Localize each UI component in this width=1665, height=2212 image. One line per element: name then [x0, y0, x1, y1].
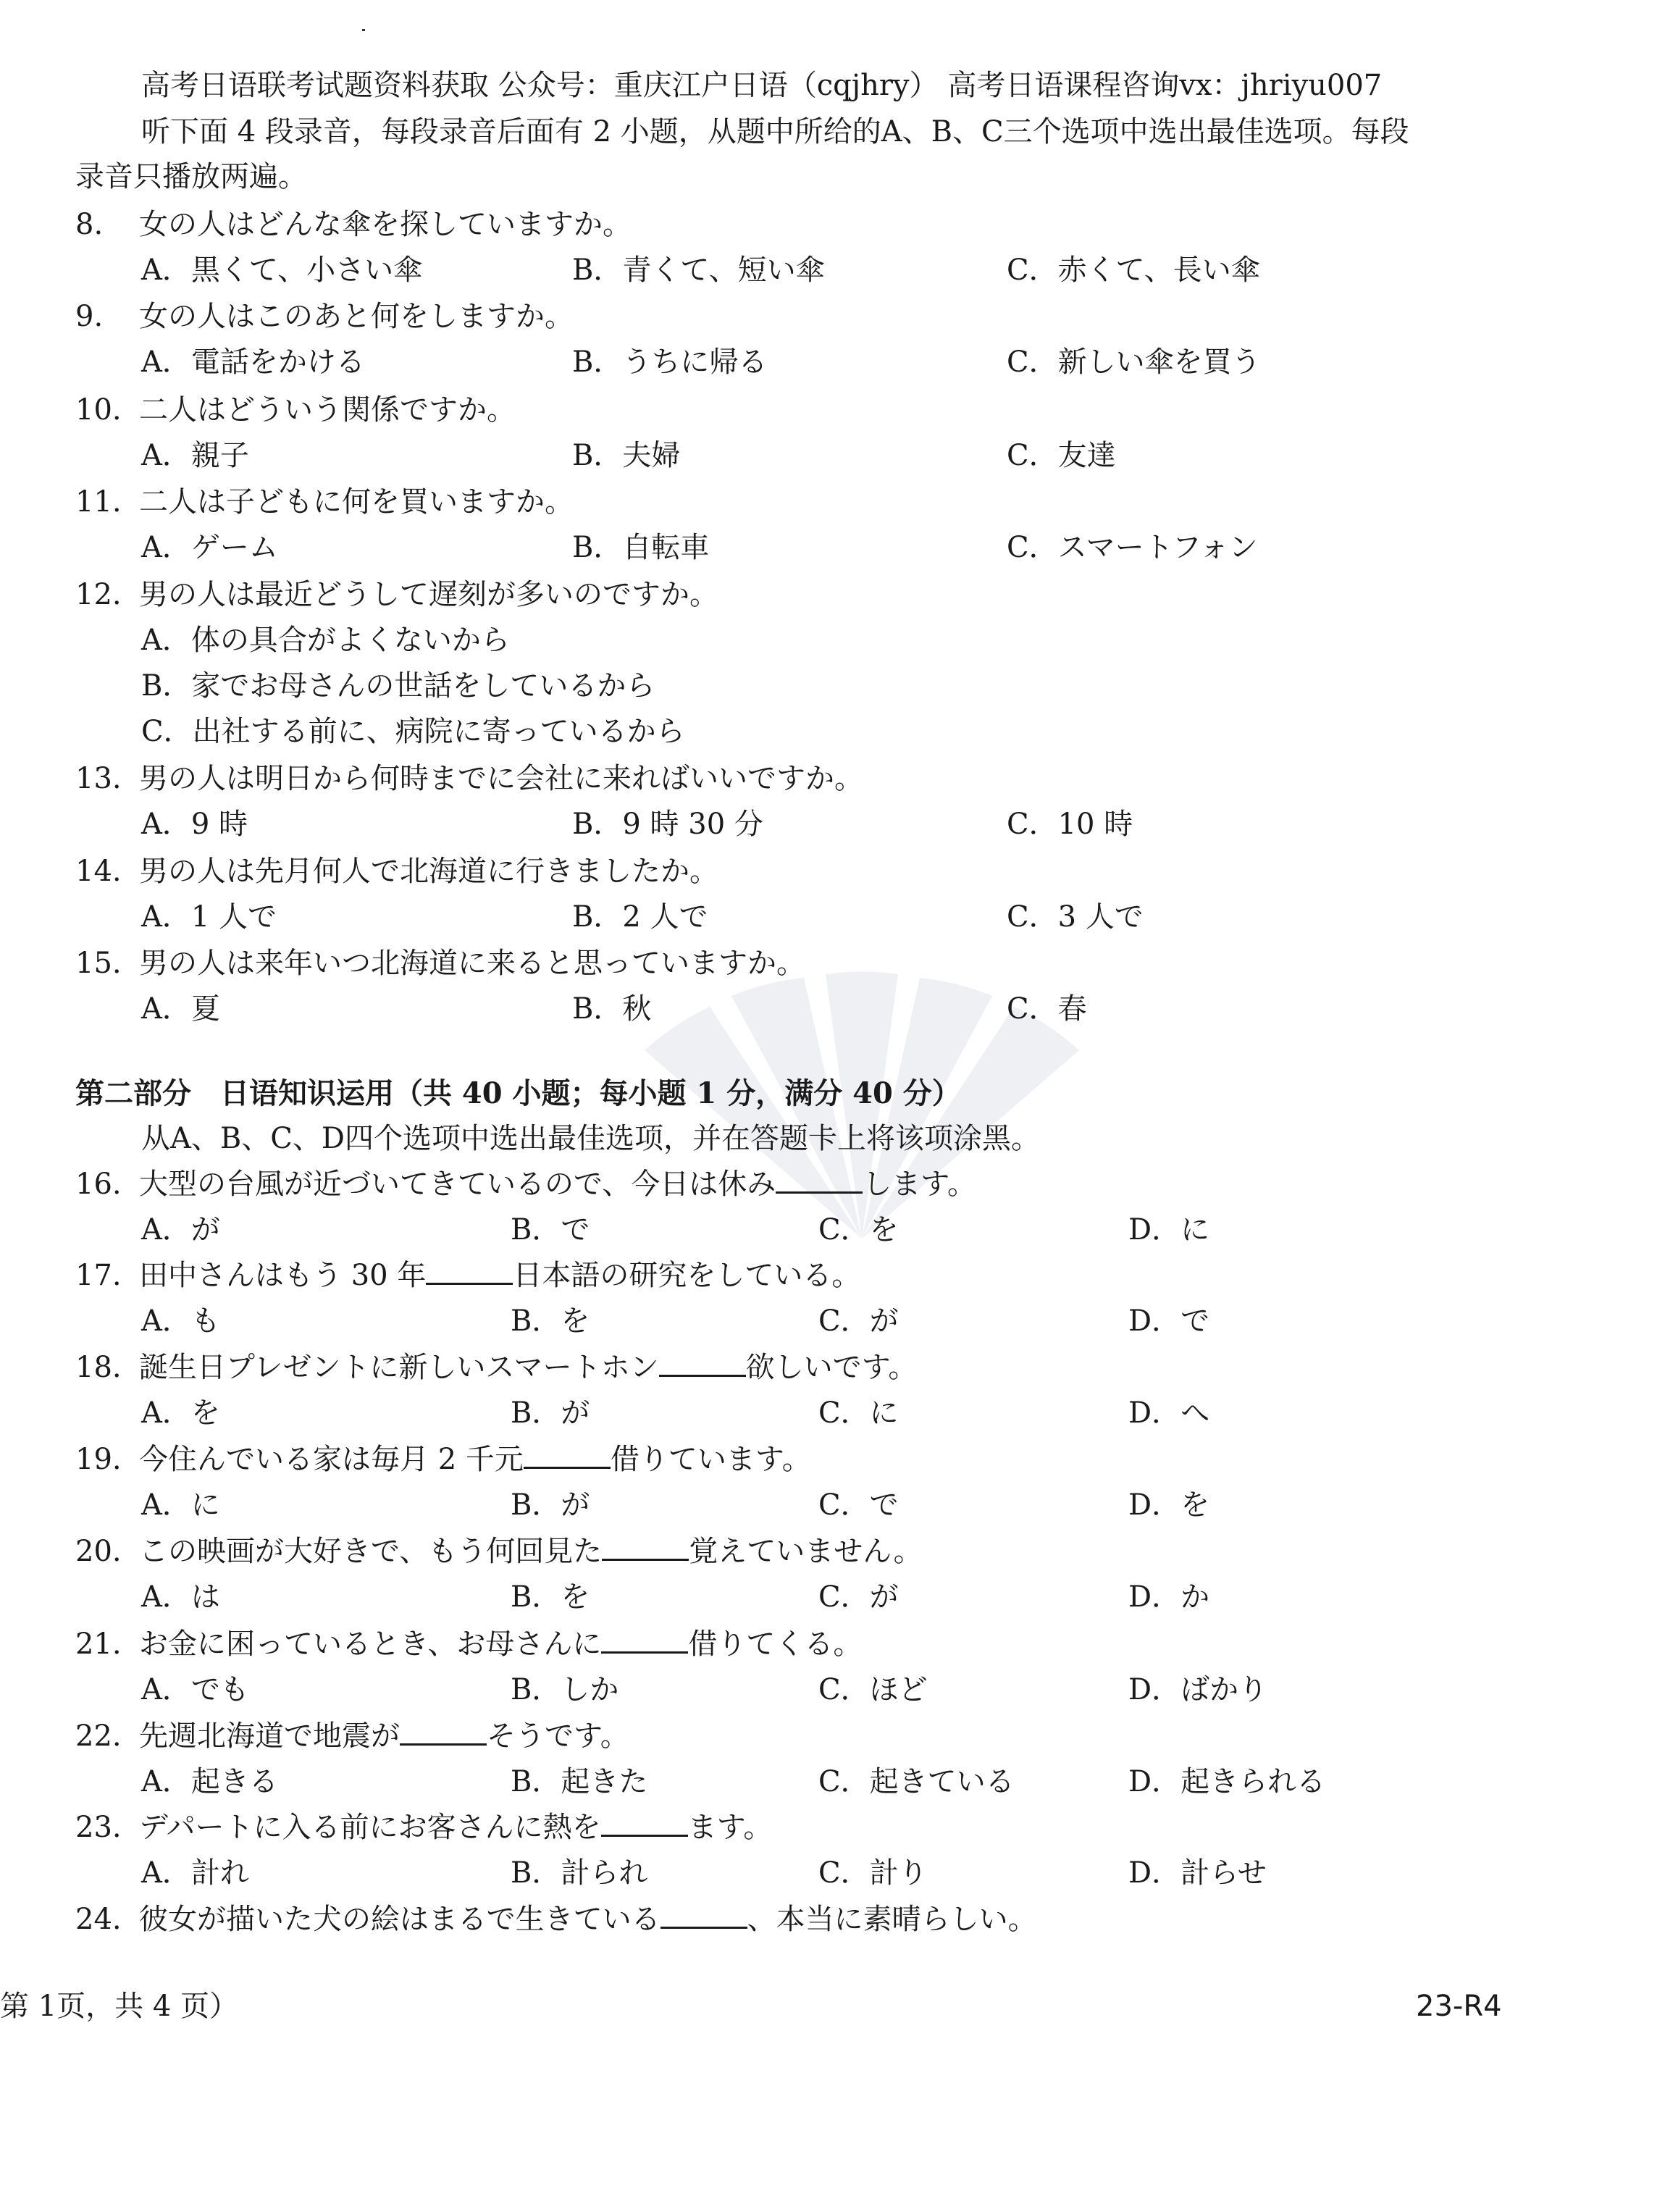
- question-text-after: ます。: [687, 1811, 773, 1844]
- answer-blank: [660, 1902, 747, 1929]
- answer-option: B．計られ: [511, 1856, 648, 1890]
- answer-option: A．計れ: [141, 1856, 249, 1890]
- answer-blank: [601, 1810, 688, 1837]
- answer-option: B．家でお母さんの世話をしているから: [141, 669, 655, 703]
- answer-option: C．が: [818, 1304, 899, 1338]
- answer-blank: [524, 1442, 611, 1469]
- answer-blank: [776, 1167, 863, 1194]
- question-line: [75, 945, 805, 981]
- question-number: 8.: [75, 208, 104, 241]
- answer-option: B．自転車: [572, 531, 710, 564]
- answer-option: B．青くて、短い傘: [572, 254, 825, 287]
- answer-option: D．ばかり: [1128, 1673, 1268, 1706]
- question-line: [75, 1166, 976, 1202]
- question-number: 21.: [75, 1627, 122, 1661]
- question-text: 女の人はこのあと何をしますか。: [139, 300, 574, 333]
- answer-option: A．起きる: [141, 1765, 278, 1798]
- answer-option: C．を: [818, 1213, 899, 1247]
- answer-option: C．新しい傘を買う: [1007, 345, 1261, 379]
- question-line: [75, 1257, 860, 1294]
- answer-option: A．黒くて、小さい傘: [141, 254, 423, 287]
- answer-option: B．うちに帰る: [572, 345, 768, 379]
- answer-option: B．が: [511, 1396, 590, 1430]
- answer-option: A．電話をかける: [141, 345, 365, 379]
- answer-option: C．出社する前に、病院に寄っているから: [141, 715, 685, 748]
- question-number: 14.: [75, 855, 122, 888]
- listening-instruction-cont: 录音只播放两遍。: [75, 160, 307, 193]
- answer-blank: [659, 1350, 746, 1377]
- answer-option: A．ゲーム: [141, 531, 278, 564]
- question-text-after: 日本語の研究をしている。: [513, 1259, 861, 1292]
- answer-option: B．しか: [511, 1673, 619, 1706]
- answer-option: C．に: [818, 1396, 899, 1430]
- question-text-before: デパートに入る前にお客さんに熱を: [139, 1811, 601, 1844]
- question-text-before: 誕生日プレゼントに新しいスマートホン: [139, 1351, 659, 1384]
- part2-instruction: 从A、B、C、D四个选项中选出最佳选项，并在答题卡上将该项涂黑。: [141, 1122, 1040, 1155]
- question-line: [75, 577, 718, 613]
- question-number: 23.: [75, 1811, 122, 1844]
- question-line: [75, 1901, 1037, 1937]
- question-text-before: 先週北海道で地震が: [139, 1719, 400, 1753]
- question-text: 男の人は来年いつ北海道に来ると思っていますか。: [139, 947, 805, 980]
- paper-code: 23-R4: [1416, 1990, 1502, 2023]
- question-number: 19.: [75, 1443, 122, 1476]
- answer-option: A．夏: [141, 992, 220, 1026]
- question-text-after: 欲しいです。: [745, 1351, 918, 1384]
- question-text: 男の人は先月何人で北海道に行きましたか。: [139, 855, 718, 888]
- answer-option: C．春: [1007, 992, 1087, 1026]
- question-text: 二人は子どもに何を買いますか。: [139, 485, 574, 519]
- question-number: 16.: [75, 1168, 122, 1201]
- answer-blank: [426, 1258, 513, 1285]
- answer-option: B．を: [511, 1304, 590, 1338]
- answer-option: B．で: [511, 1213, 590, 1247]
- answer-option: B．夫婦: [572, 439, 681, 472]
- answer-option: C．友達: [1007, 439, 1116, 472]
- question-text: 女の人はどんな傘を探していますか。: [139, 208, 632, 241]
- answer-option: D．を: [1128, 1488, 1210, 1522]
- question-line: [75, 1809, 772, 1846]
- question-number: 11.: [75, 485, 122, 519]
- answer-option: C．が: [818, 1580, 899, 1614]
- question-number: 9.: [75, 300, 104, 333]
- answer-option: B．9 時 30 分: [572, 808, 763, 841]
- answer-option: D．計らせ: [1128, 1856, 1267, 1890]
- question-text: 男の人は明日から何時までに会社に来ればいいですか。: [139, 762, 863, 795]
- answer-option: C．で: [818, 1488, 899, 1522]
- listening-instruction: 听下面 4 段录音，每段录音后面有 2 小题，从题中所给的A、B、C三个选项中选出最佳选项。每段: [141, 115, 1409, 148]
- answer-blank: [400, 1719, 487, 1746]
- question-text-after: 借りています。: [610, 1443, 811, 1476]
- answer-option: C．計り: [818, 1856, 928, 1890]
- question-text-before: 田中さんはもう 30 年: [139, 1259, 427, 1292]
- question-text-before: この映画が大好きで、もう何回見た: [139, 1535, 603, 1568]
- answer-option: B．を: [511, 1580, 590, 1614]
- answer-option: C．ほど: [818, 1673, 928, 1706]
- scan-speck: [362, 29, 365, 31]
- question-number: 17.: [75, 1259, 122, 1292]
- question-line: [75, 1533, 923, 1570]
- answer-option: C．起きている: [818, 1765, 1015, 1798]
- question-line: [75, 1718, 629, 1754]
- answer-option: A．を: [141, 1396, 220, 1430]
- question-text-after: します。: [863, 1168, 977, 1201]
- answer-option: B．が: [511, 1488, 590, 1522]
- answer-option: C．3 人で: [1007, 900, 1144, 934]
- question-number: 18.: [75, 1351, 122, 1384]
- answer-option: C．10 時: [1007, 808, 1133, 841]
- answer-option: A．9 時: [141, 808, 248, 841]
- page-info: 第 1页，共 4 页）: [0, 1990, 239, 2023]
- answer-option: D．で: [1128, 1304, 1210, 1338]
- answer-option: D．に: [1128, 1213, 1210, 1247]
- answer-blank: [601, 1627, 688, 1654]
- question-line: [75, 392, 516, 428]
- question-number: 13.: [75, 762, 122, 795]
- question-line: [75, 853, 718, 889]
- answer-option: B．起きた: [511, 1765, 648, 1798]
- source-note: 高考日语联考试题资料获取 公众号：重庆江户日语（cqjhry） 高考日语课程咨询vx：jhriyu007: [141, 69, 1383, 102]
- answer-option: C．赤くて、長い傘: [1007, 254, 1260, 287]
- answer-option: A．体の具合がよくないから: [141, 624, 510, 657]
- answer-blank: [602, 1534, 689, 1561]
- question-text: 男の人は最近どうして遅刻が多いのですか。: [139, 578, 718, 611]
- question-text-before: お金に困っているとき、お母さんに: [139, 1627, 602, 1661]
- answer-option: B．2 人で: [572, 900, 708, 934]
- question-text-before: 彼女が描いた犬の絵はまるで生きている: [139, 1903, 660, 1936]
- answer-option: D．起きられる: [1128, 1765, 1326, 1798]
- answer-option: C．スマートフォン: [1007, 531, 1258, 564]
- answer-option: A．に: [141, 1488, 220, 1522]
- question-text-before: 今住んでいる家は毎月 2 千元: [139, 1443, 524, 1476]
- question-number: 24.: [75, 1903, 122, 1936]
- question-number: 10.: [75, 393, 122, 427]
- question-text-after: 、本当に素晴らしい。: [747, 1903, 1037, 1936]
- answer-option: A．1 人で: [141, 900, 277, 934]
- question-line: [75, 1349, 917, 1386]
- answer-option: D．か: [1128, 1580, 1210, 1614]
- answer-option: B．秋: [572, 992, 652, 1026]
- answer-option: A．が: [141, 1213, 220, 1247]
- question-line: [75, 206, 632, 243]
- question-line: [75, 1441, 811, 1478]
- question-text-after: 借りてくる。: [688, 1627, 863, 1661]
- question-number: 15.: [75, 947, 122, 980]
- answer-option: A．も: [141, 1304, 220, 1338]
- question-line: [75, 484, 574, 520]
- question-line: [75, 761, 863, 797]
- part2-title: 第二部分 日语知识运用（共 40 小题；每小题 1 分，满分 40 分）: [75, 1076, 961, 1110]
- answer-option: A．親子: [141, 439, 249, 472]
- question-line: [75, 1626, 862, 1662]
- answer-option: D．へ: [1128, 1396, 1210, 1430]
- question-text-before: 大型の台風が近づいてきているので、今日は休み: [139, 1168, 776, 1201]
- answer-option: A．でも: [141, 1673, 249, 1706]
- question-number: 22.: [75, 1719, 122, 1753]
- question-text-after: 覚えていません。: [689, 1535, 923, 1568]
- answer-option: A．は: [141, 1580, 220, 1614]
- question-text: 二人はどういう関係ですか。: [139, 393, 516, 427]
- question-number: 12.: [75, 578, 122, 611]
- question-text-after: そうです。: [487, 1719, 629, 1753]
- question-line: [75, 298, 574, 335]
- question-number: 20.: [75, 1535, 122, 1568]
